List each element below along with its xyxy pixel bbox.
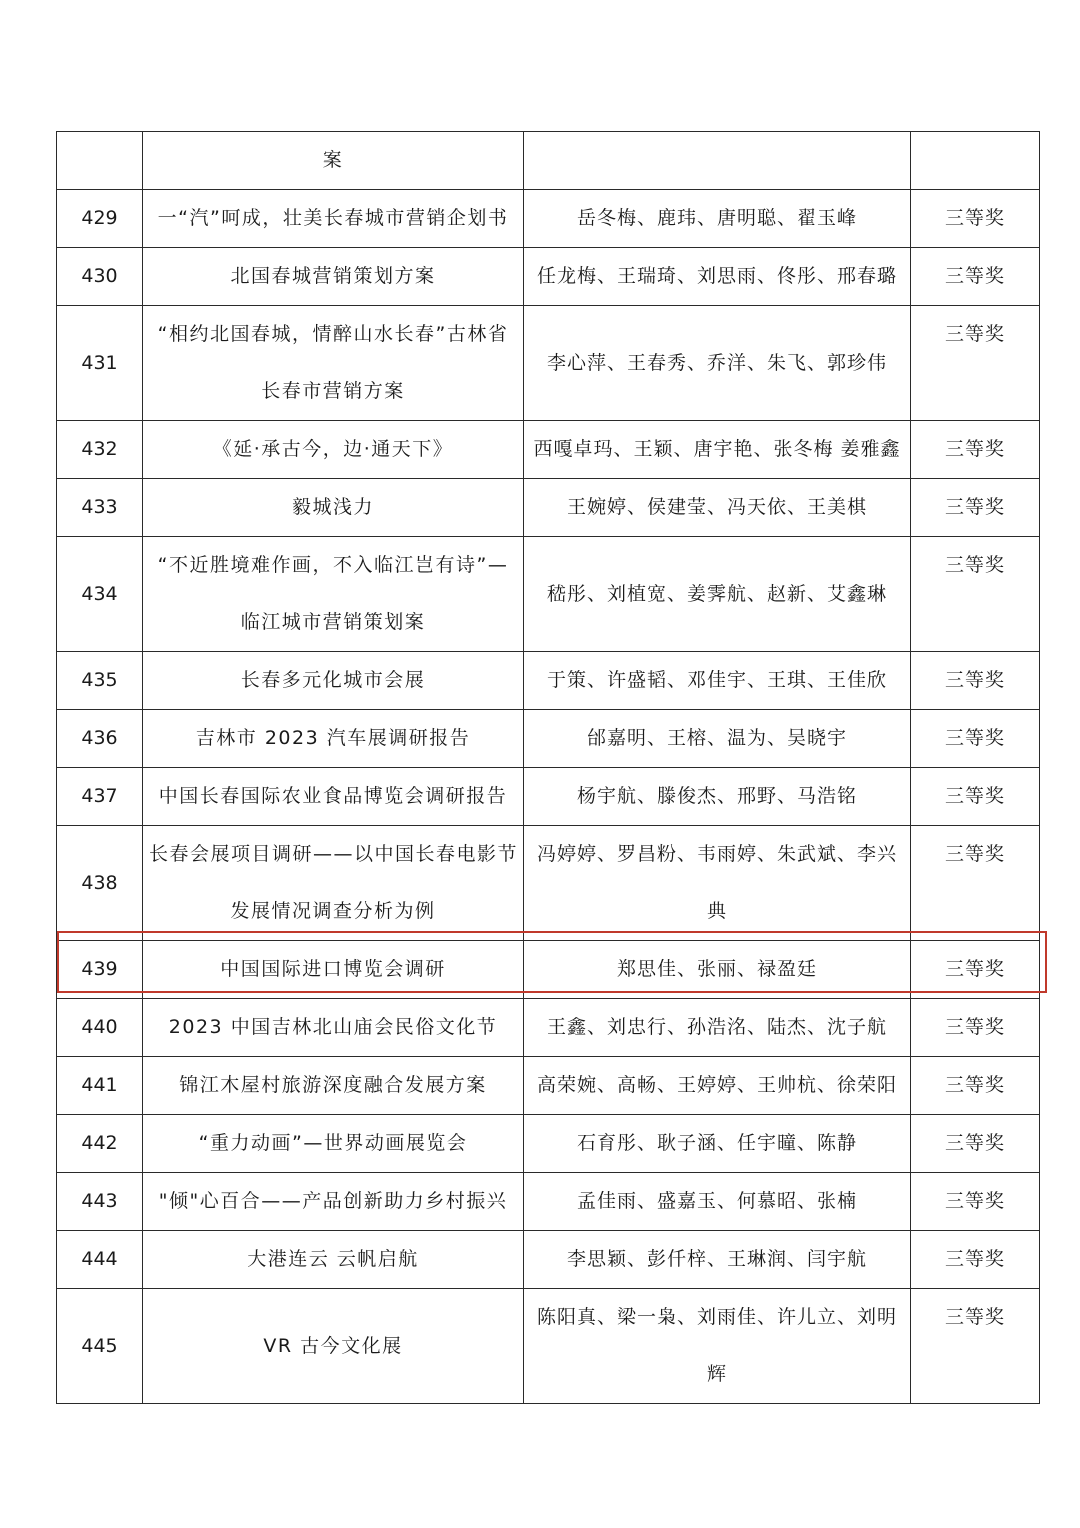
table-row	[57, 1231, 1040, 1289]
table-row	[57, 479, 1040, 537]
project-title	[143, 710, 524, 768]
award-level: 三等奖	[911, 1115, 1040, 1173]
project-title-line: 2023 中国吉林北山庙会民俗文化节	[168, 1016, 498, 1038]
project-title-line: 锦江木屋村旅游深度融合发展方案	[179, 1074, 487, 1096]
team-members-line: 陈阳真、梁一枭、刘雨佳、许儿立、刘明	[536, 1306, 897, 1328]
team-members-line: 邰嘉明、王榕、温为、吴晓宇	[586, 727, 847, 749]
team-members	[524, 652, 911, 710]
row-number: 441	[57, 1057, 143, 1115]
table-row	[57, 710, 1040, 768]
project-title-line: 一“汽”呵成，壮美长春城市营销企划书	[157, 207, 509, 229]
project-title	[143, 190, 524, 248]
team-members	[524, 479, 911, 537]
table-row	[57, 1173, 1040, 1231]
project-title-line: 中国长春国际农业食品博览会调研报告	[158, 785, 508, 807]
project-title-line: VR 古今文化展	[263, 1334, 403, 1357]
project-title-line: “相约北国春城，情醉山水长春”古林省	[157, 323, 509, 345]
table-row	[57, 826, 1040, 941]
project-title	[143, 132, 524, 190]
row-number: 429	[57, 190, 143, 248]
project-title-line: 案	[322, 149, 344, 171]
team-members-line: 西嘎卓玛、王颖、唐宇艳、张冬梅 姜雅鑫	[533, 438, 901, 460]
project-title-line: "倾"心百合——产品创新助力乡村振兴	[158, 1190, 508, 1212]
team-members	[524, 1115, 911, 1173]
row-number: 445	[57, 1289, 143, 1404]
award-level: 三等奖	[911, 190, 1040, 248]
award-level: 三等奖	[911, 652, 1040, 710]
row-number: 433	[57, 479, 143, 537]
table-row	[57, 537, 1040, 652]
project-title-line: “重力动画”—世界动画展览会	[198, 1132, 468, 1154]
team-members-line: 李心萍、王春秀、乔洋、朱飞、郭珍伟	[546, 351, 887, 374]
row-number: 431	[57, 306, 143, 421]
row-number: 437	[57, 768, 143, 826]
project-title	[143, 1231, 524, 1289]
team-members-line: 王鑫、刘忠行、孙浩洺、陆杰、沈子航	[546, 1016, 887, 1038]
award-table-body	[57, 132, 1040, 1404]
project-title	[143, 999, 524, 1057]
project-title-line: 长春市营销方案	[261, 380, 405, 402]
table-row	[57, 999, 1040, 1057]
award-level: 三等奖	[911, 1231, 1040, 1289]
project-title-line: 长春会展项目调研——以中国长春电影节	[149, 843, 519, 865]
team-members-line: 嵇彤、刘植宽、姜霁航、赵新、艾鑫琳	[546, 582, 887, 605]
project-title	[143, 941, 524, 999]
team-members	[524, 421, 911, 479]
award-level: 三等奖	[911, 248, 1040, 306]
award-table	[56, 131, 1040, 1404]
team-members	[524, 941, 911, 999]
row-number: 442	[57, 1115, 143, 1173]
table-row	[57, 941, 1040, 999]
project-title-line: 中国国际进口博览会调研	[220, 958, 446, 980]
project-title-line: 毅城浅力	[291, 496, 374, 518]
team-members-line: 王婉婷、侯建莹、冯天依、王美棋	[566, 496, 867, 518]
table-row	[57, 421, 1040, 479]
table-row	[57, 248, 1040, 306]
table-row	[57, 1289, 1040, 1404]
award-level: 三等奖	[911, 1173, 1040, 1231]
team-members-line: 任龙梅、王瑞琦、刘思雨、佟彤、邢春璐	[536, 265, 897, 287]
team-members-line: 岳冬梅、鹿玮、唐明聪、翟玉峰	[576, 207, 857, 229]
project-title	[143, 479, 524, 537]
row-number: 444	[57, 1231, 143, 1289]
award-level: 三等奖	[911, 421, 1040, 479]
row-number: 440	[57, 999, 143, 1057]
award-level: 三等奖	[911, 710, 1040, 768]
project-title-line: 临江城市营销策划案	[240, 611, 426, 633]
table-row	[57, 1057, 1040, 1115]
team-members-line: 典	[706, 900, 727, 922]
row-number: 436	[57, 710, 143, 768]
team-members-line: 冯婷婷、罗昌粉、韦雨婷、朱武斌、李兴	[536, 843, 897, 865]
team-members	[524, 306, 911, 421]
project-title-line: “不近胜境难作画，不入临江岂有诗”—	[157, 554, 509, 576]
team-members-line: 李思颖、彭仟梓、王琳润、闫宇航	[566, 1248, 867, 1270]
team-members	[524, 999, 911, 1057]
table-row	[57, 768, 1040, 826]
award-level	[911, 132, 1040, 190]
row-number: 432	[57, 421, 143, 479]
project-title	[143, 1173, 524, 1231]
project-title	[143, 537, 524, 652]
project-title-line: 《延·承古今，边·通天下》	[212, 438, 454, 460]
table-row	[57, 306, 1040, 421]
award-level: 三等奖	[911, 826, 1040, 941]
row-number	[57, 132, 143, 190]
award-level: 三等奖	[911, 306, 1040, 421]
project-title	[143, 1057, 524, 1115]
project-title	[143, 1289, 524, 1404]
table-row	[57, 132, 1040, 190]
team-members-line: 石育彤、耿子涵、任宇曈、陈静	[576, 1132, 857, 1154]
award-level: 三等奖	[911, 1289, 1040, 1404]
row-number: 434	[57, 537, 143, 652]
award-level: 三等奖	[911, 479, 1040, 537]
team-members	[524, 1173, 911, 1231]
row-number: 438	[57, 826, 143, 941]
row-number: 439	[57, 941, 143, 999]
team-members	[524, 1231, 911, 1289]
team-members-line: 辉	[706, 1363, 727, 1385]
project-title	[143, 421, 524, 479]
project-title	[143, 652, 524, 710]
award-level: 三等奖	[911, 999, 1040, 1057]
team-members	[524, 248, 911, 306]
award-level: 三等奖	[911, 537, 1040, 652]
team-members	[524, 768, 911, 826]
project-title	[143, 306, 524, 421]
award-level: 三等奖	[911, 941, 1040, 999]
team-members-line: 杨宇航、滕俊杰、邢野、马浩铭	[576, 785, 857, 807]
team-members-line: 孟佳雨、盛嘉玉、何慕昭、张楠	[576, 1190, 857, 1212]
table-row	[57, 1115, 1040, 1173]
team-members-line: 郑思佳、张丽、禄盈廷	[616, 958, 817, 980]
award-level: 三等奖	[911, 768, 1040, 826]
team-members	[524, 826, 911, 941]
row-number: 443	[57, 1173, 143, 1231]
project-title-line: 发展情况调查分析为例	[230, 900, 436, 922]
team-members	[524, 132, 911, 190]
team-members-line: 于策、许盛韬、邓佳宇、王琪、王佳欣	[546, 669, 887, 691]
team-members	[524, 710, 911, 768]
team-members	[524, 1057, 911, 1115]
project-title-line: 长春多元化城市会展	[240, 669, 426, 691]
project-title	[143, 1115, 524, 1173]
award-level: 三等奖	[911, 1057, 1040, 1115]
table-row	[57, 652, 1040, 710]
team-members	[524, 1289, 911, 1404]
row-number: 435	[57, 652, 143, 710]
team-members	[524, 190, 911, 248]
project-title-line: 北国春城营销策划方案	[230, 265, 436, 287]
team-members-line: 高荣婉、高畅、王婷婷、王帅杭、徐荣阳	[536, 1074, 897, 1096]
table-row	[57, 190, 1040, 248]
project-title-line: 吉林市 2023 汽车展调研报告	[195, 727, 471, 749]
row-number: 430	[57, 248, 143, 306]
project-title	[143, 826, 524, 941]
project-title	[143, 248, 524, 306]
project-title-line: 大港连云 云帆启航	[247, 1248, 419, 1270]
project-title	[143, 768, 524, 826]
team-members	[524, 537, 911, 652]
